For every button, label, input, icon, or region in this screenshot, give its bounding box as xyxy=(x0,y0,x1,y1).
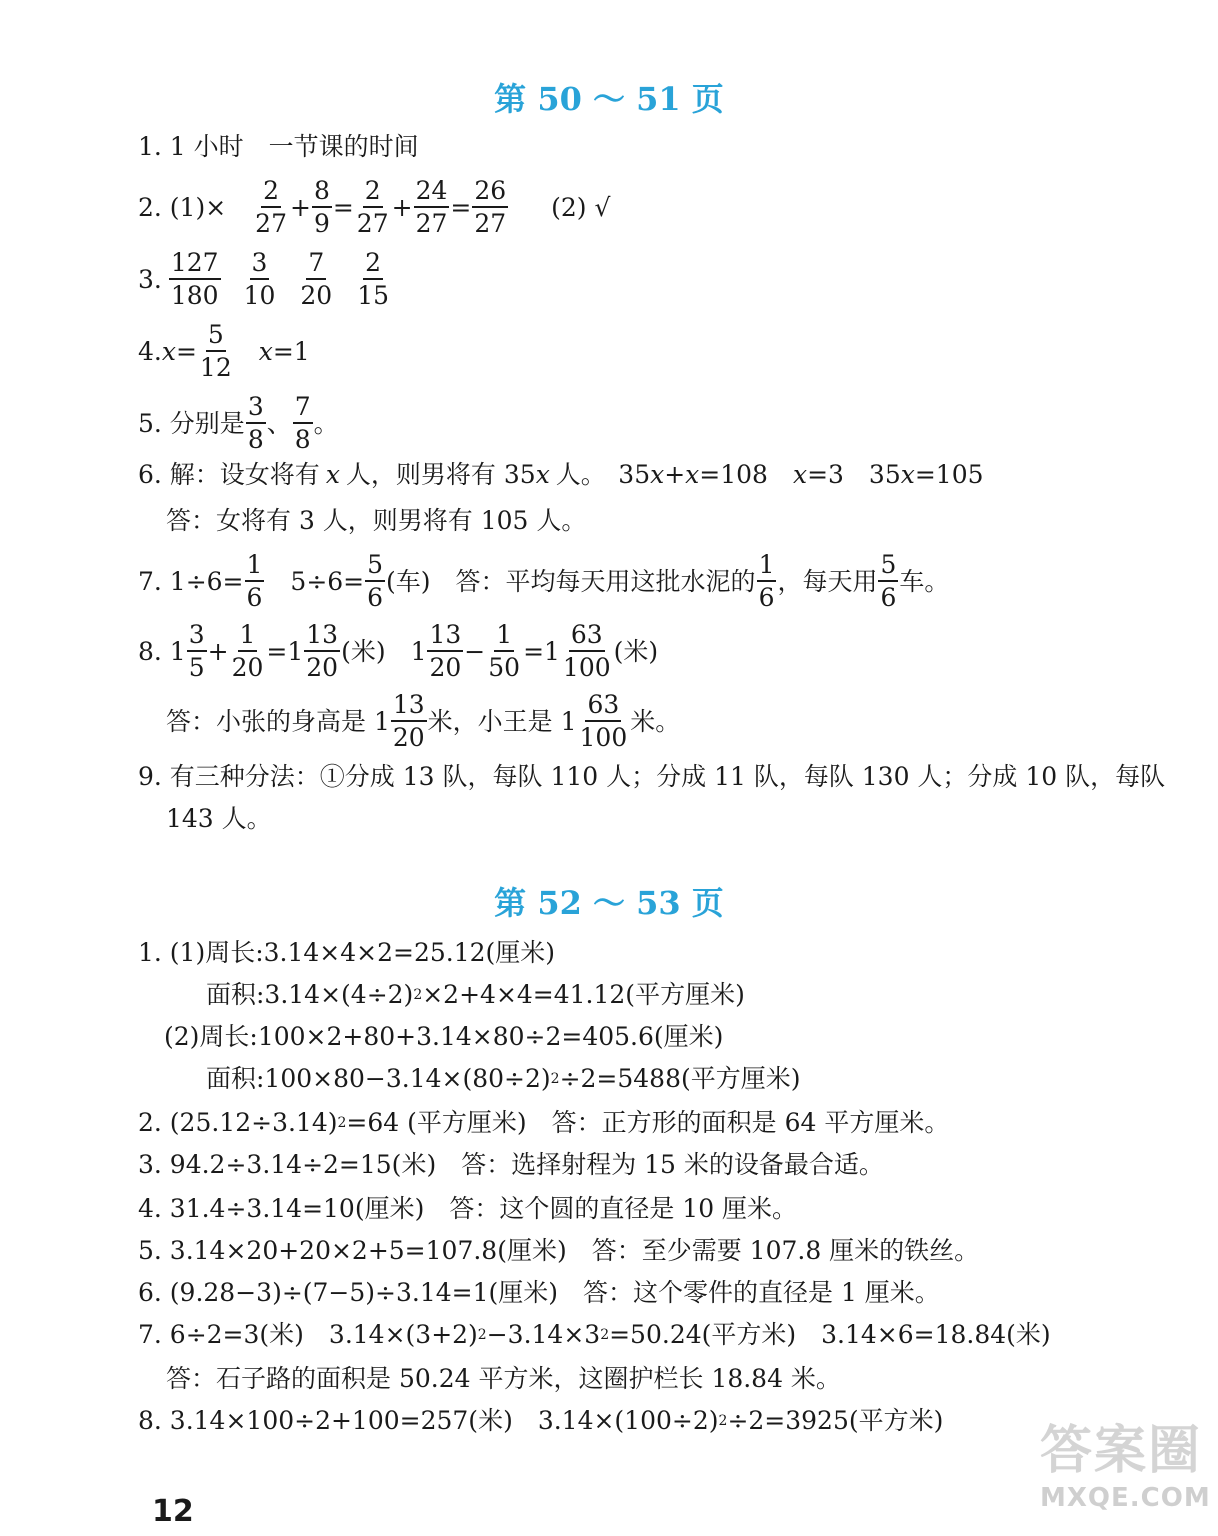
answer-3 xyxy=(138,250,392,308)
s2-answer-1c xyxy=(164,1024,723,1049)
s2-answer-1b-text: ×2+4×4=41.12(平方厘米) xyxy=(422,980,745,1009)
fraction: $\frac{24}{27}$ xyxy=(415,176,448,238)
s2-answer-4 xyxy=(138,1196,797,1221)
watermark xyxy=(1040,1408,1210,1528)
exponent: 2 xyxy=(600,1326,610,1343)
plus-sign: + xyxy=(391,192,413,222)
s2-answer-1d-text: ÷2=5488(平方厘米) xyxy=(559,1064,801,1093)
s2-answer-7-text: −3.14×3 xyxy=(486,1320,601,1349)
fraction: $\frac{3}{10}$ xyxy=(243,248,276,310)
s2-answer-1a-text: 1. (1)周长:3.14×4×2=25.12(厘米) xyxy=(138,938,556,967)
answer-8-text: =1 xyxy=(266,636,304,666)
answer-7-text: 5÷6= xyxy=(265,566,365,596)
answer-1-text: 1. 1 小时 一节课的时间 xyxy=(138,132,419,161)
answer-7-text: ，每天用 xyxy=(777,566,878,596)
equals-sign: = xyxy=(450,192,472,222)
answer-8 xyxy=(138,622,658,680)
s2-answer-2-text: 2. (25.12÷3.14) xyxy=(138,1108,338,1137)
variable-x: x xyxy=(900,460,915,489)
answer-3-label: 3. xyxy=(138,264,162,294)
s2-answer-7-conclusion xyxy=(166,1366,841,1391)
answer-8-text: (米) 1 xyxy=(341,636,427,666)
s2-answer-8 xyxy=(138,1408,943,1433)
answer-9 xyxy=(138,764,1165,789)
answer-4 xyxy=(138,322,310,380)
s2-answer-7-text: =50.24(平方米) 3.14×6=18.84(米) xyxy=(609,1320,1051,1349)
fraction: $\frac{5}{6}$ xyxy=(367,550,384,612)
minus-sign: − xyxy=(464,636,486,666)
s2-answer-1a xyxy=(138,940,555,965)
plus-sign: + xyxy=(207,636,229,666)
period: 。 xyxy=(313,408,339,438)
fraction: $\frac{13}{20}$ xyxy=(429,620,462,682)
answer-4-value: =1 xyxy=(272,336,310,366)
s2-answer-2 xyxy=(138,1110,949,1135)
fraction: $\frac{3}{8}$ xyxy=(247,392,264,454)
answer-7 xyxy=(138,552,949,610)
answer-8-conclusion-text: 答：小张的身高是 1 xyxy=(166,706,390,736)
answer-7-text: (车) 答：平均每天用这批水泥的 xyxy=(386,566,756,596)
plus-sign: + xyxy=(664,460,686,489)
watermark-url: MXQE.COM xyxy=(1040,1483,1211,1513)
answer-6-conclusion-text: 答：女将有 3 人，则男将有 105 人。 xyxy=(166,506,587,535)
fraction: $\frac{63}{100}$ xyxy=(579,690,628,752)
fraction: $\frac{127}{180}$ xyxy=(170,248,219,310)
s2-answer-6-text: 6. (9.28−3)÷(7−5)÷3.14=1(厘米) 答：这个零件的直径是 1 厘米。 xyxy=(138,1278,940,1307)
answer-8-conclusion-text: 米。 xyxy=(630,706,681,736)
fraction: $\frac{1}{6}$ xyxy=(758,550,775,612)
fraction: $\frac{2}{15}$ xyxy=(357,248,390,310)
s2-answer-1b xyxy=(206,982,745,1007)
answer-6-text: =108 xyxy=(699,460,793,489)
answer-9-continued xyxy=(166,806,272,831)
s2-answer-8-text: 8. 3.14×100÷2+100=257(米) 3.14×(100÷2) xyxy=(138,1406,719,1435)
answer-7-text: 车。 xyxy=(899,566,950,596)
s2-answer-3-text: 3. 94.2÷3.14÷2=15(米) 答：选择射程为 15 米的设备最合适。 xyxy=(138,1150,884,1179)
fraction: $\frac{7}{8}$ xyxy=(294,392,311,454)
answer-6-text: =3 35 xyxy=(807,460,901,489)
variable-x: x xyxy=(650,460,665,489)
s2-answer-5 xyxy=(138,1238,979,1263)
s2-answer-1b-text: 面积:3.14×(4÷2) xyxy=(206,980,414,1009)
page-number: 12 xyxy=(152,1494,194,1529)
s2-answer-1d xyxy=(206,1066,801,1091)
s2-answer-7 xyxy=(138,1322,1051,1347)
answer-6-text: 6. 解：设女将有 xyxy=(138,460,320,489)
answer-8-conclusion xyxy=(166,692,680,750)
separator: 、 xyxy=(266,408,292,438)
fraction: $\frac{2}{27}$ xyxy=(255,176,287,238)
fraction: $\frac{1}{6}$ xyxy=(246,550,263,612)
fraction: $\frac{5}{6}$ xyxy=(880,550,897,612)
fraction: $\frac{8}{9}$ xyxy=(313,176,330,238)
s2-answer-8-text: ÷2=3925(平方米) xyxy=(727,1406,944,1435)
answer-2 xyxy=(138,178,610,236)
answer-8-text: 8. 1 xyxy=(138,636,186,666)
fraction: $\frac{5}{12}$ xyxy=(199,320,232,382)
fraction: $\frac{2}{27}$ xyxy=(356,176,389,238)
exponent: 2 xyxy=(550,1070,560,1087)
watermark-logo-text: 答案圈 xyxy=(1040,1421,1203,1481)
variable-x: x xyxy=(161,336,176,366)
answer-6-text: 人。 35 xyxy=(555,460,651,489)
answer-2-label: 2. (1)× xyxy=(138,192,227,222)
answer-5 xyxy=(138,394,339,452)
s2-answer-1d-text: 面积:100×80−3.14×(80÷2) xyxy=(206,1064,551,1093)
answer-2-part-2: (2) √ xyxy=(551,192,611,222)
equals-sign: = xyxy=(175,336,197,366)
answer-9-text: 143 人。 xyxy=(166,804,272,833)
section-title-2: 第 52 ～ 53 页 xyxy=(494,884,724,922)
s2-answer-6 xyxy=(138,1280,940,1305)
answer-6 xyxy=(138,462,984,487)
fraction: $\frac{63}{100}$ xyxy=(562,620,611,682)
section-title-1: 第 50 ～ 51 页 xyxy=(494,80,724,118)
answer-6-conclusion xyxy=(166,508,586,533)
s2-answer-5-text: 5. 3.14×20+20×2+5=107.8(厘米) 答：至少需要 107.8 厘米的铁丝。 xyxy=(138,1236,980,1265)
variable-x: x xyxy=(535,460,550,489)
fraction: $\frac{1}{50}$ xyxy=(488,620,521,682)
equals-sign: = xyxy=(332,192,354,222)
fraction: $\frac{7}{20}$ xyxy=(300,248,333,310)
variable-x: x xyxy=(325,460,340,489)
variable-x: x xyxy=(792,460,808,489)
s2-answer-7-text: 7. 6÷2=3(米) 3.14×(3+2) xyxy=(138,1320,478,1349)
exponent: 2 xyxy=(718,1412,728,1429)
answer-8-conclusion-text: 米，小王是 1 xyxy=(427,706,577,736)
fraction: $\frac{13}{20}$ xyxy=(306,620,339,682)
fraction: $\frac{3}{5}$ xyxy=(188,620,205,682)
fraction: $\frac{13}{20}$ xyxy=(392,690,425,752)
exponent: 2 xyxy=(413,986,423,1003)
answer-6-text: =105 xyxy=(914,460,984,489)
s2-answer-2-text: =64 (平方厘米) 答：正方形的面积是 64 平方厘米。 xyxy=(346,1108,950,1137)
fraction: $\frac{26}{27}$ xyxy=(474,176,507,238)
answer-9-text: 9. 有三种分法：①分成 13 队，每队 110 人；分成 11 队，每队 130 人；分成 10 队，每队 xyxy=(138,762,1166,791)
answer-1 xyxy=(138,134,419,159)
s2-answer-4-text: 4. 31.4÷3.14=10(厘米) 答：这个圆的直径是 10 厘米。 xyxy=(138,1194,798,1223)
s2-answer-7-conclusion-text: 答：石子路的面积是 50.24 平方米，这圈护栏长 18.84 米。 xyxy=(166,1364,841,1393)
answer-5-label: 5. 分别是 xyxy=(138,408,245,438)
variable-x: x xyxy=(258,336,273,366)
exponent: 2 xyxy=(477,1326,487,1343)
answer-4-label: 4. xyxy=(138,336,162,366)
s2-answer-3 xyxy=(138,1152,884,1177)
variable-x: x xyxy=(685,460,700,489)
answer-7-text: 7. 1÷6= xyxy=(138,566,244,596)
answer-8-text: (米) xyxy=(613,636,659,666)
plus-sign: + xyxy=(289,192,311,222)
exponent: 2 xyxy=(337,1114,347,1131)
answer-6-text: 人，则男将有 35 xyxy=(345,460,536,489)
answer-8-text: =1 xyxy=(523,636,560,666)
s2-answer-1c-text: (2)周长:100×2+80+3.14×80÷2=405.6(厘米) xyxy=(164,1022,724,1051)
fraction: $\frac{1}{20}$ xyxy=(231,620,264,682)
